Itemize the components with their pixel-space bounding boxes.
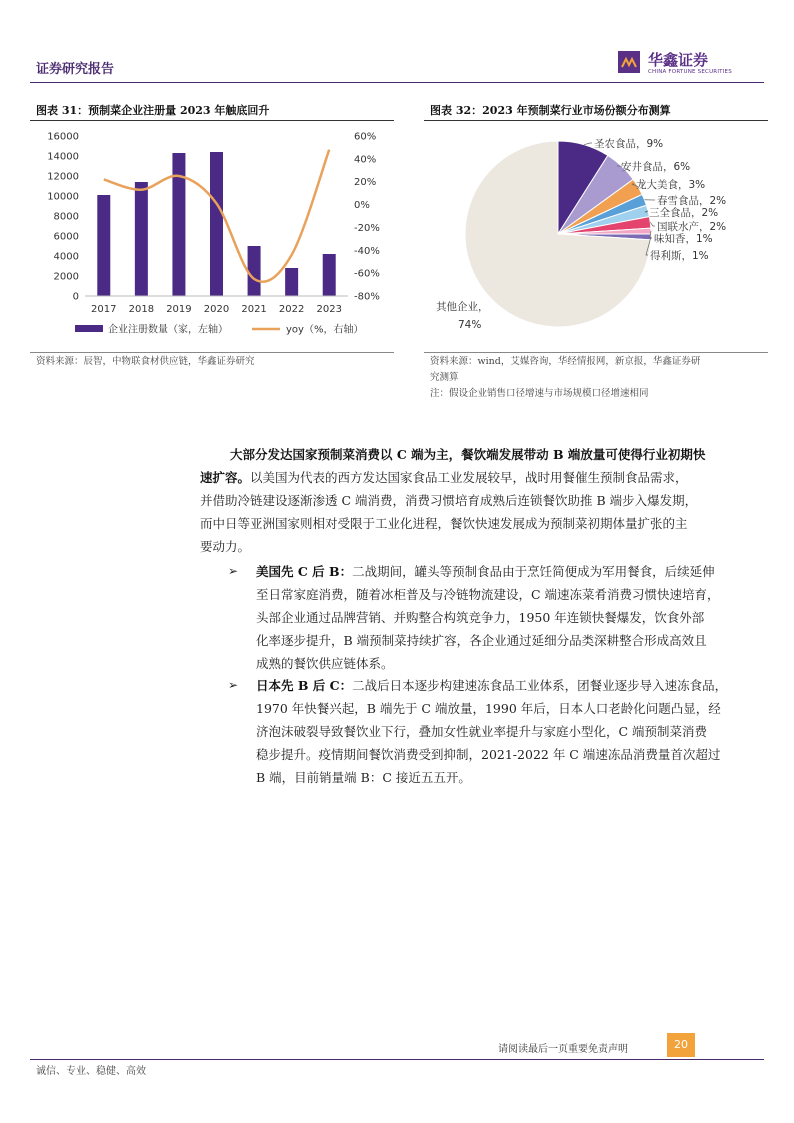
- market-share-pie: [424, 124, 768, 350]
- pie-label-0: 圣农食品，9%: [594, 138, 664, 150]
- intro-bold-line2: 速扩容。: [200, 470, 251, 485]
- bullet-arrow-icon: ➢: [228, 564, 239, 578]
- left-axis-tick-label: 8000: [53, 211, 79, 223]
- report-type-label: 证券研究报告: [36, 62, 115, 77]
- right-axis-tick-label: -60%: [354, 268, 380, 280]
- x-axis-tick-label: 2017: [91, 304, 117, 315]
- left-axis-tick-label: 12000: [47, 171, 79, 183]
- bar-registrations-2023: [323, 254, 336, 296]
- bullet1-line1: [256, 560, 768, 583]
- intro-line3: 并借助冷链建设逐渐渗透 C 端消费，消费习惯培育成熟后连锁餐饮助推 B 端步入爆发期，: [200, 493, 698, 508]
- page-number: 20: [667, 1033, 695, 1057]
- pie-label-other: 其他企业，: [436, 301, 489, 313]
- legend-bar-swatch: [75, 325, 103, 332]
- logo-mark-icon: [618, 51, 640, 73]
- bar-registrations-2018: [135, 182, 148, 296]
- registration-chart: [30, 124, 394, 350]
- left-axis-tick-label: 6000: [53, 231, 79, 243]
- right-axis-tick-label: 0%: [354, 200, 370, 212]
- x-axis-tick-label: 2022: [278, 304, 305, 315]
- bullet2-line1: [256, 674, 768, 697]
- bullet2-text: 二战后日本逐步构建速冻食品工业体系，团餐业逐步导入速冻食品，: [352, 678, 728, 693]
- intro-line5: 要动力。: [200, 539, 251, 554]
- pie-label-3: 春雪食品，2%: [657, 195, 727, 207]
- pie-label-other-value: 74%: [458, 319, 482, 331]
- bar-registrations-2022: [285, 268, 298, 296]
- legend-bar-label: 企业注册数量（家，左轴）: [108, 324, 228, 336]
- logo-name-en: CHINA FORTUNE SECURITIES: [648, 69, 732, 75]
- figure32-source-rule: [424, 352, 768, 353]
- right-axis-tick-label: 20%: [354, 177, 377, 189]
- pie-label-1: 安井食品，6%: [621, 161, 691, 173]
- left-axis-tick-label: 16000: [47, 131, 79, 143]
- bullet1-line3: 头部企业通过品牌营销、并购整合构筑竞争力，1950 年连锁快餐爆发，饮食外部: [256, 610, 705, 625]
- bullet1-heading: 美国先 C 后 B：: [256, 564, 353, 579]
- figure32-source-line1: 资料来源：wind，艾媒咨询，华经情报网，新京报，华鑫证券研: [430, 356, 701, 367]
- bullet2-heading: 日本先 B 后 C：: [256, 678, 353, 693]
- header-rule: [30, 82, 764, 83]
- bar-registrations-2021: [248, 246, 261, 296]
- logo-name-cn: 华鑫证券: [648, 51, 709, 69]
- intro-line1: [230, 443, 768, 466]
- pie-label-4: 三全食品，2%: [649, 207, 719, 219]
- figure31-title-rule: [30, 120, 394, 121]
- right-axis-tick-label: 60%: [354, 131, 377, 143]
- left-axis-tick-label: 4000: [53, 251, 79, 263]
- pie-label-2: 龙大美食，3%: [636, 179, 706, 191]
- intro-line4: 而中日等亚洲国家则相对受限于工业化进程，餐饮快速发展成为预制菜初期体量扩张的主: [200, 516, 688, 531]
- figure32-title: 图表 32：2023 年预制菜行业市场份额分布测算: [430, 104, 671, 117]
- pie-label-6: 味知香，1%: [654, 233, 713, 245]
- company-logo: [618, 47, 738, 79]
- left-axis-tick-label: 14000: [47, 151, 79, 163]
- bullet2-line3: 济泡沫破裂导致餐饮业下行，叠加女性就业率提升与家庭小型化，C 端预制菜消费: [256, 724, 708, 739]
- figure31-source-rule: [30, 352, 394, 353]
- bullet2-line5: B 端，目前销量端 B：C 接近五五开。: [256, 770, 471, 785]
- figure32-title-rule: [424, 120, 768, 121]
- pie-leader-line-0: [584, 143, 592, 145]
- bullet2-line2: 1970 年快餐兴起，B 端先于 C 端放量，1990 年后，日本人口老龄化问题凸显，经: [256, 701, 721, 716]
- right-axis-tick-label: -20%: [354, 222, 380, 234]
- bullet1-text: 二战期间，罐头等预制食品由于烹饪简便成为军用餐食，后续延伸: [352, 564, 715, 579]
- x-axis-tick-label: 2020: [203, 304, 230, 315]
- left-axis-tick-label: 10000: [47, 191, 79, 203]
- x-axis-tick-label: 2023: [316, 304, 342, 315]
- intro-text-line2: 以美国为代表的西方发达国家食品工业发展较早，战时用餐催生预制食品需求，: [250, 470, 688, 485]
- x-axis-tick-label: 2021: [241, 304, 267, 315]
- footer-rule: [30, 1059, 764, 1060]
- bullet1-line4: 化率逐步提升，B 端预制菜持续扩容，各企业通过延细分品类深耕整合形成高效且: [256, 633, 707, 648]
- right-axis-tick-label: -80%: [354, 291, 380, 303]
- legend-line-label: yoy（%，右轴）: [286, 324, 364, 336]
- left-axis-tick-label: 0: [72, 291, 79, 303]
- bullet-arrow-icon: ➢: [228, 678, 239, 692]
- figure32-note: 注：假设企业销售口径增速与市场规模口径增速相同: [430, 388, 649, 399]
- bullet1-line2: 至日常家庭消费，随着冰柜普及与冷链物流建设，C 端速冻菜肴消费习惯快速培育，: [256, 587, 720, 602]
- figure31-source: 资料来源：辰智，中物联食材供应链，华鑫证券研究: [36, 356, 255, 367]
- pie-label-7: 得利斯，1%: [650, 250, 709, 262]
- figure31-title: 图表 31：预制菜企业注册量 2023 年触底回升: [36, 104, 270, 117]
- left-axis-tick-label: 2000: [53, 271, 79, 283]
- bullet2-line4: 稳步提升。疫情期间餐饮消费受到抑制，2021-2022 年 C 端速冻品消费量首次超过: [256, 747, 721, 762]
- right-axis-tick-label: -40%: [354, 245, 380, 257]
- intro-line2: [200, 466, 768, 489]
- bar-registrations-2017: [97, 195, 110, 296]
- figure32-source-line2: 究测算: [430, 372, 459, 383]
- right-axis-tick-label: 40%: [354, 154, 377, 166]
- bar-registrations-2019: [172, 153, 185, 296]
- disclaimer-note: 请阅读最后一页重要免责声明: [498, 1044, 628, 1055]
- intro-bold-line1: 大部分发达国家预制菜消费以 C 端为主，餐饮端发展带动 B 端放量可使得行业初期快: [230, 447, 706, 462]
- x-axis-tick-label: 2018: [128, 304, 155, 315]
- x-axis-tick-label: 2019: [166, 304, 192, 315]
- footer-motto: 诚信、专业、稳健、高效: [36, 1066, 146, 1077]
- pie-label-5: 国联水产，2%: [657, 221, 727, 233]
- bar-registrations-2020: [210, 152, 223, 296]
- bullet1-line5: 成熟的餐饮供应链体系。: [256, 656, 394, 671]
